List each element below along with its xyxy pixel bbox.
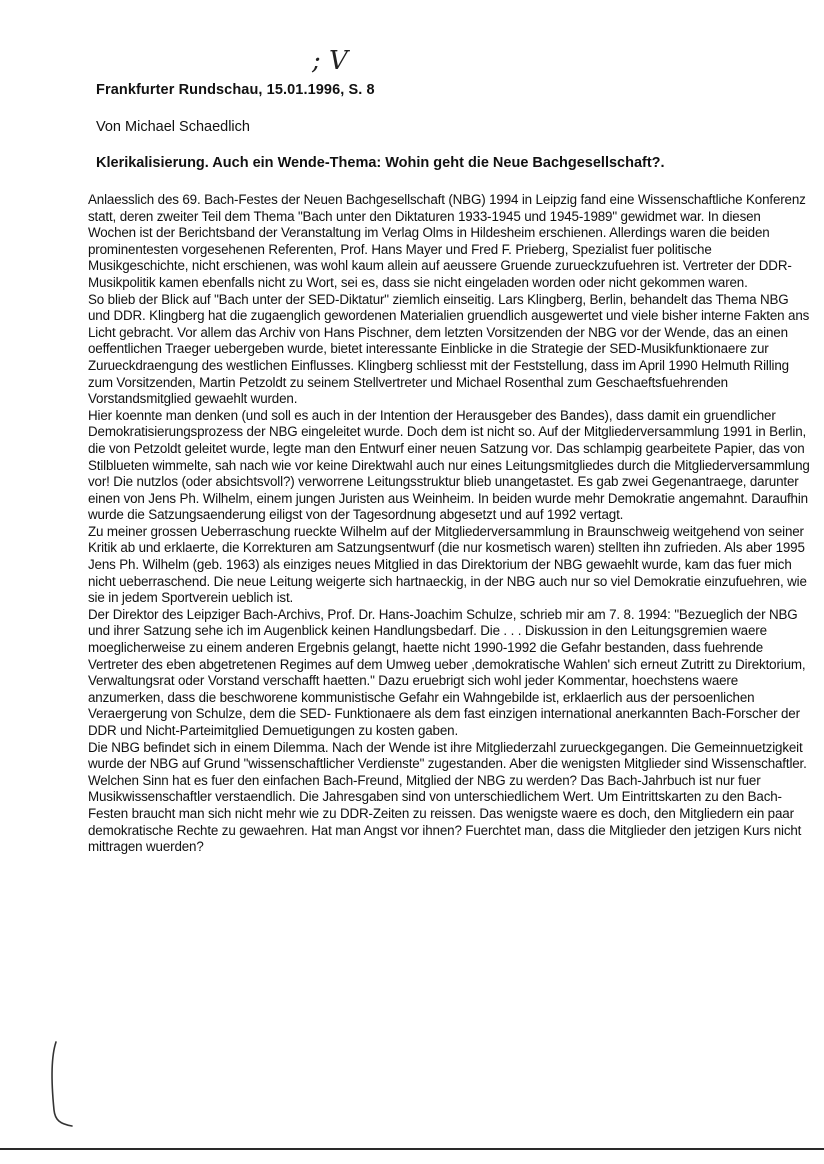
- page-bottom-rule: [0, 1148, 824, 1150]
- paragraph: Der Direktor des Leipziger Bach-Archivs, Prof. Dr. Hans-Joachim Schulze, schrieb mir am 7. 8. 1994: "Bezueglich der NBG und ihrer Satzung sehe ich im Augenblick keinen Handlungsbedarf. Die . . . Diskussion in den Leitungsgremien waere moeglicherweise zu einem anderen Ergebnis gelangt, haette nicht 1990-1992 die Gefahr bestanden, dass fuehrende Vertreter des eben abgetretenen Regimes auf dem Umweg ueber ,demokratische Wahlen' sich erneut Zutritt zu Direktorium, Verwaltungsrat oder Vorstand verschafft haetten." Dazu eruebrigt sich wohl jeder Kommentar, hoechstens waere anzumerken, dass die beschworene kommunistische Gefahr ein Wahngebilde ist, erklaerlich aus der persoenlichen Veraergerung von Schulze, dem die SED- Funktionaere als dem fast einzigen international anerkannten Bach-Forscher der DDR und Nicht-Parteimitglied Demuetigungen zu kosten gaben.: [88, 606, 806, 738]
- article-body: [88, 192, 812, 856]
- handwritten-mark: ; V: [312, 46, 348, 76]
- article-headline: Klerikalisierung. Auch ein Wende-Thema: Wohin geht die Neue Bachgesellschaft?.: [96, 155, 665, 171]
- paragraph: So blieb der Blick auf "Bach unter der SED-Diktatur" ziemlich einseitig. Lars Klingberg, Berlin, behandelt das Thema NBG und DDR. Klingberg hat die zugaenglich gewordenen Materialien gruendlich ausgewertet und viele bisher interne Fakten ans Licht gebracht. Vor allem das Archiv von Hans Pischner, dem letzten Vorsitzenden der NBG vor der Wende, das an einen oeffentlichen Traeger uebergeben wurde, bietet interessante Einblicke in die Strategie der SED-Musikfunktionaere zur Zurueckdraengung des westlichen Einflusses. Klingberg schliesst mit der Feststellung, dass im April 1990 Helmuth Rilling zum Vorsitzenden, Martin Petzoldt zu seinem Stellvertreter und Michael Rosenthal zum Geschaeftsfuehrenden Vorstandsmitglied gewaehlt wurden.: [88, 291, 810, 407]
- paragraph: Hier koennte man denken (und soll es auch in der Intention der Herausgeber des Bandes), dass damit ein gruendlicher Demokratisierungsprozess der NBG eingeleitet wurde. Doch dem ist nicht so. Auf der Mitgliederversammlung 1991 in Berlin, die von Petzoldt geleitet wurde, legte man den Entwurf einer neuen Satzung vor. Das schlampig gearbeitete Papier, das von Stilblueten wimmelte, sah nach wie vor keine Direktwahl auch nur eines Leitungsmitgliedes durch die Mitgliederversammlung vor! Die nutzlos (oder absichtsvoll?) verworrene Leitungsstruktur blieb unangetastet. Es gab zwei Gegenantraege, darunter einen von Jens Ph. Wilhelm, einem jungen Juristen aus Weinheim. In beiden wurde mehr Demokratie angemahnt. Daraufhin wurde die Satzungsaenderung eiligst von der Tagesordnung abgesetzt und auf 1992 vertagt.: [88, 407, 810, 523]
- author-line: Von Michael Schaedlich: [96, 119, 250, 135]
- margin-bracket-mark: [40, 1040, 74, 1130]
- paragraph: Zu meiner grossen Ueberraschung rueckte Wilhelm auf der Mitgliederversammlung in Braunschweig weitgehend von seiner Kritik ab und erklaerte, die Korrekturen am Satzungsentwurf (die nur kosmetisch waren) stellten ihn zufrieden. Als aber 1995 Jens Ph. Wilhelm (geb. 1963) als einziges neues Mitglied in das Direktorium der NBG gewaehlt wurde, kam das fuer mich nicht ueberraschend. Die neue Leitung weigerte sich hartnaeckig, in der NBG auch nur so viel Demokratie einzufuehren, wie sie in jedem Sportverein ueblich ist.: [88, 523, 807, 606]
- source-citation: Frankfurter Rundschau, 15.01.1996, S. 8: [96, 82, 375, 98]
- paragraph: Die NBG befindet sich in einem Dilemma. Nach der Wende ist ihre Mitgliederzahl zurueckgegangen. Die Gemeinnuetzigkeit wurde der NBG auf Grund "wissenschaftlicher Verdienste" zugestanden. Aber die wenigsten Mitglieder sind Wissenschaftler. Welchen Sinn hat es fuer den einfachen Bach-Freund, Mitglied der NBG zu werden? Das Bach-Jahrbuch ist nur fuer Musikwissenschaftler verstaendlich. Die Jahresgaben sind von unterschiedlichem Wert. Um Eintrittskarten zu den Bach-Festen braucht man sich nicht mehr wie zu DDR-Zeiten zu reissen. Das wenigste waere es doch, den Mitgliedern ein paar demokratische Rechte zu gewaehren. Hat man Angst vor ihnen? Fuerchtet man, dass die Mitglieder den jetzigen Kurs nicht mittragen wuerden?: [88, 739, 807, 855]
- paragraph: Anlaesslich des 69. Bach-Festes der Neuen Bachgesellschaft (NBG) 1994 in Leipzig fand eine Wissenschaftliche Konferenz statt, deren zweiter Teil dem Thema "Bach unter den Diktaturen 1933-1945 und 1945-1989" gewidmet war. In diesen Wochen ist der Berichtsband der Veranstaltung im Verlag Olms in Hildesheim erschienen. Allerdings waren die beiden prominentesten vorgesehenen Referenten, Prof. Hans Mayer und Fred F. Prieberg, Spezialist fuer politische Musikgeschichte, nicht erschienen, was wohl kaum allein auf aeussere Gruende zurueckzufuehren ist. Vertreter der DDR-Musikpolitik kamen ebenfalls nicht zu Wort, sei es, dass sie nicht eingeladen worden oder nicht gekommen waren.: [88, 192, 806, 290]
